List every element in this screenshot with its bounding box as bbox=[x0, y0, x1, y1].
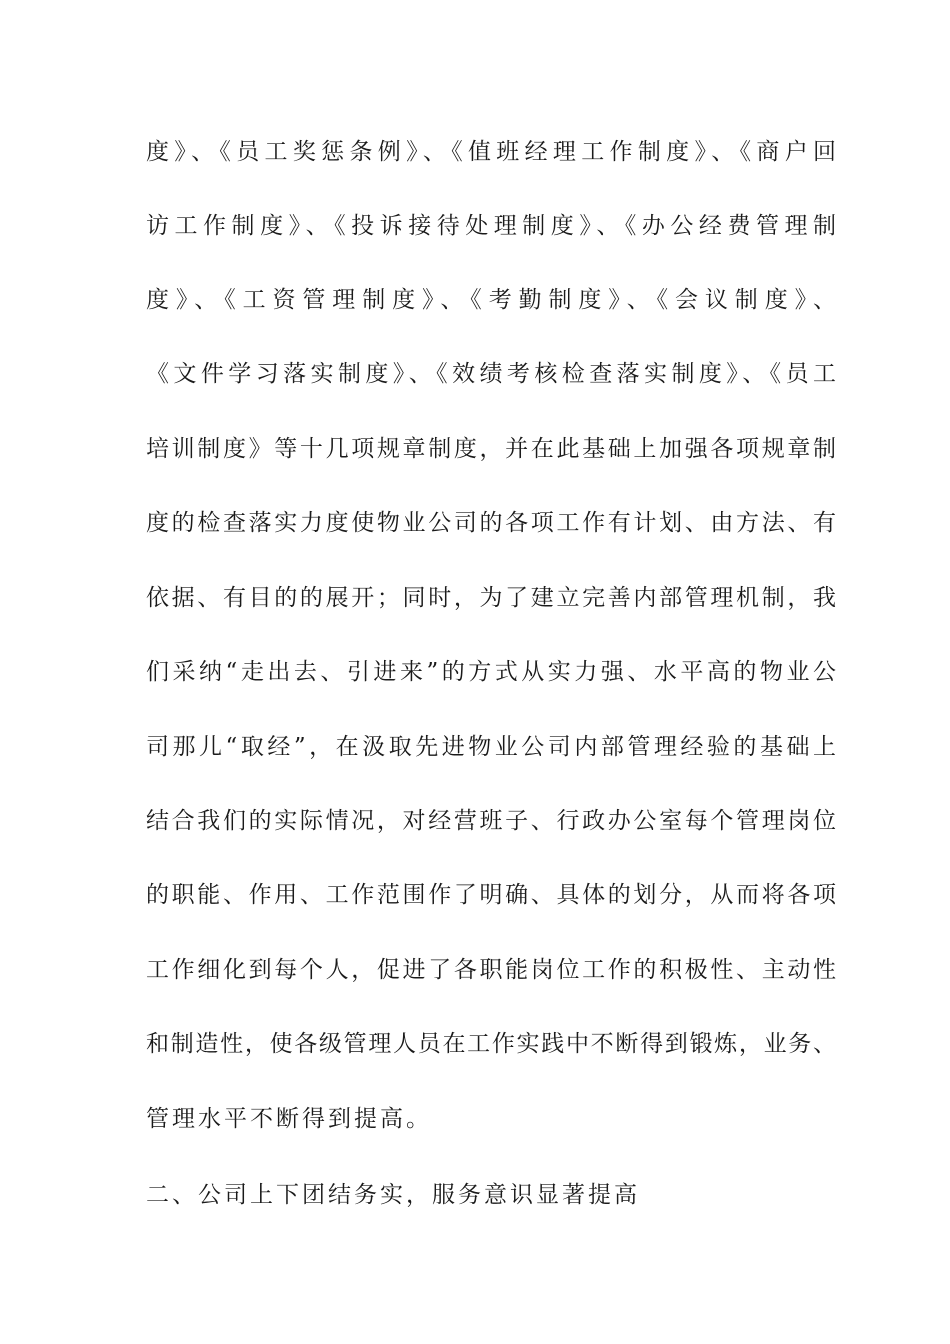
paragraph-line: 度》、《员工奖惩条例》、《值班经理工作制度》、《商户回 bbox=[146, 139, 836, 165]
paragraph-line: 司那儿“取经”，在汲取先进物业公司内部管理经验的基础上 bbox=[146, 734, 836, 760]
paragraph-line: 访工作制度》、《投诉接待处理制度》、《办公经费管理制 bbox=[146, 213, 836, 239]
paragraph-line: 《文件学习落实制度》、《效绩考核检查落实制度》、《员工 bbox=[146, 361, 836, 387]
paragraph-line: 度的检查落实力度使物业公司的各项工作有计划、由方法、有 bbox=[146, 510, 836, 536]
section-heading: 二、公司上下团结务实，服务意识显著提高 bbox=[146, 1182, 640, 1208]
paragraph-line: 培训制度》等十几项规章制度，并在此基础上加强各项规章制 bbox=[146, 436, 836, 462]
paragraph-last-line: 管理水平不断得到提高。 bbox=[146, 1106, 432, 1132]
paragraph-line: 度》、《工资管理制度》、《考勤制度》、《会议制度》、 bbox=[146, 287, 836, 313]
paragraph-line: 们采纳“走出去、引进来”的方式从实力强、水平高的物业公 bbox=[146, 659, 836, 685]
paragraph-line: 和制造性，使各级管理人员在工作实践中不断得到锻炼，业务、 bbox=[146, 1031, 836, 1057]
paragraph-line: 依据、有目的的展开；同时，为了建立完善内部管理机制，我 bbox=[146, 585, 836, 611]
paragraph-line: 的职能、作用、工作范围作了明确、具体的划分，从而将各项 bbox=[146, 882, 836, 908]
paragraph-line: 工作细化到每个人，促进了各职能岗位工作的积极性、主动性 bbox=[146, 957, 836, 983]
paragraph-line: 结合我们的实际情况，对经营班子、行政办公室每个管理岗位 bbox=[146, 808, 836, 834]
